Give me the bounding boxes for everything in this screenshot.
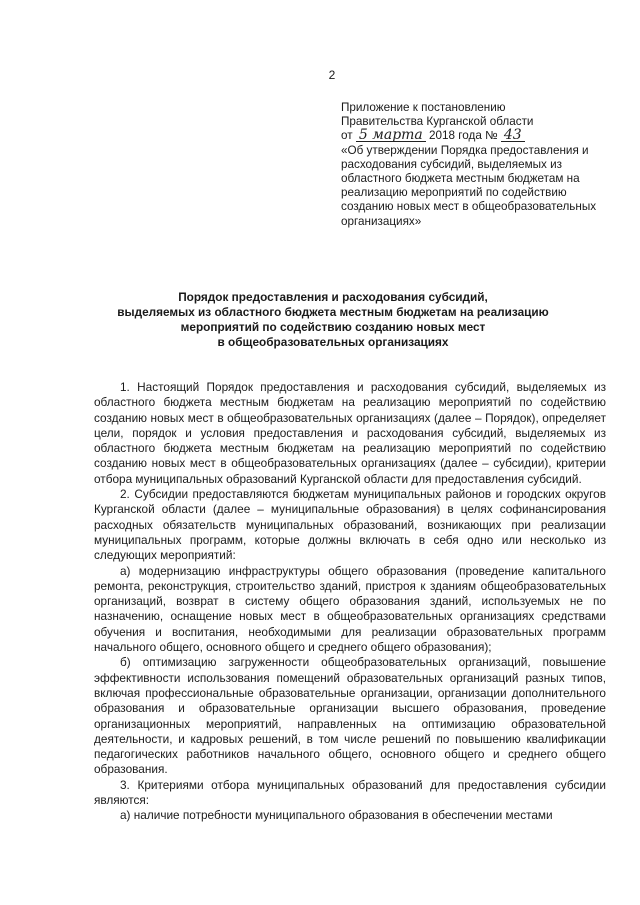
document-body <box>94 380 606 824</box>
paragraph-2a: а) модернизацию инфраструктуры общего образования (проведение капитального ремонта, реконструкция, строительство зданий, пристроя к зданиям общеобразовательных организаций, возврат в систему общего образования зданий, используемых не по назначению, оснащение новых мест в общеобразовательных организациях средствами обучения и воспитания, необходимыми для реализации образовательных программ начального общего, основного общего и среднего общего образования); <box>94 563 606 655</box>
handwritten-date: 5 марта <box>356 129 426 142</box>
title-line: выделяемых из областного бюджета местным бюджетам на реализацию <box>117 305 549 319</box>
title-line: в общеобразовательных организациях <box>217 335 449 349</box>
appendix-quote: «Об утверждении Порядка предоставления и расходования субсидий, выделяемых из областного бюджета местным бюджетам на реализацию мероприятий по содействию созданию новых мест в общеобразовательных организациях» <box>341 143 597 228</box>
page-number: 2 <box>328 68 336 82</box>
appendix-header <box>341 101 603 229</box>
date-year: 2018 года № <box>429 129 498 143</box>
appendix-line: Приложение к постановлению <box>341 101 506 114</box>
paragraph-3a: а) наличие потребности муниципального образования в обеспечении местами <box>120 808 553 823</box>
appendix-line: Правительства Курганской области <box>341 115 534 129</box>
paragraph-3: 3. Критериями отбора муниципальных образований для предоставления субсидии являются: <box>94 777 606 808</box>
paragraph-2b: б) оптимизацию загруженности общеобразовательных организаций, повышение эффективности использования помещений образовательных организаций разных типов, включая профессиональные образовательные организации, организации дополнительного образования и образовательные организации высшего образования, проведение организационных мероприятий, направленных на оптимизацию образовательной деятельности, и кадровых решений, в том числе решений по повышению квалификации педагогических работников начального общего, основного общего и среднего общего образования. <box>94 655 606 777</box>
handwritten-number: 43 <box>501 129 525 142</box>
appendix-date-line <box>341 129 603 143</box>
document-title <box>78 290 588 350</box>
paragraph-1: 1. Настоящий Порядок предоставления и расходования субсидий, выделяемых из областного бюджета местным бюджетам на реализацию мероприятий по содействию созданию новых мест в общеобразовательных организациях (далее – Порядок), определяет цели, порядок и условия предоставления и расходования субсидий, выделяемых из областного бюджета местным бюджетам на реализацию мероприятий по содействию созданию новых мест в общеобразовательных организациях (далее – субсидии), критерии отбора муниципальных образований Курганской области для предоставления субсидий. <box>94 380 606 486</box>
date-prefix: от <box>341 129 353 143</box>
title-line: мероприятий по содействию созданию новых мест <box>180 320 486 334</box>
paragraph-2: 2. Субсидии предоставляются бюджетам муниципальных районов и городских округов Курганской области (далее – муниципальные образования) в целях софинансирования расходных обязательств муниципальных образований, возникающих при реализации муниципальных программ, которые должны включать в себя одно или несколько из следующих мероприятий: <box>94 487 606 563</box>
title-line: Порядок предоставления и расходования субсидий, <box>178 290 488 304</box>
